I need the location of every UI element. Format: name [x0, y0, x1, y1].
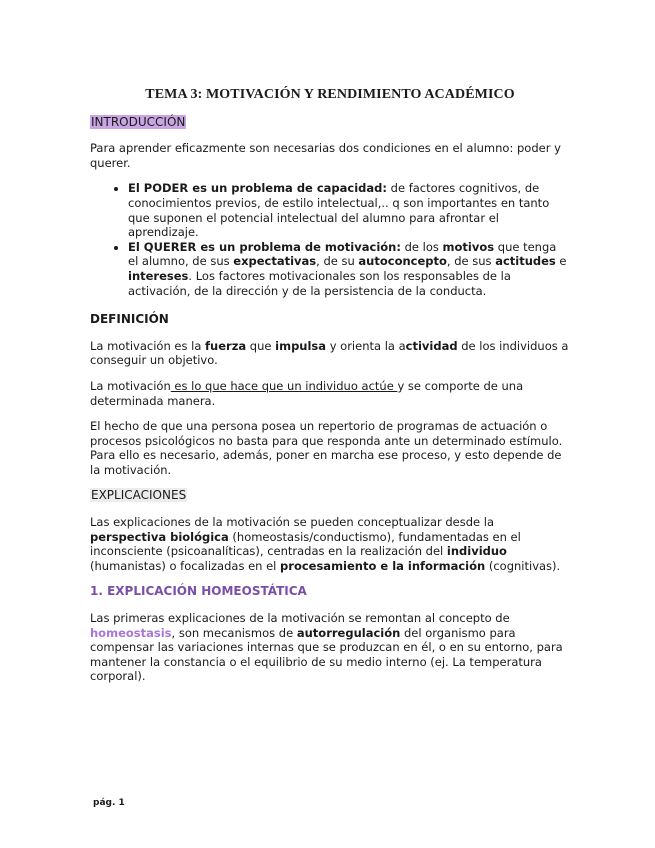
intro-heading-highlight: INTRODUCCIÓN [91, 114, 186, 129]
document-title: TEMA 3: MOTIVACIÓN Y RENDIMIENTO ACADÉMICO [145, 87, 515, 102]
explicaciones-heading-highlight: EXPLICACIONES [91, 488, 187, 503]
document-body [90, 88, 570, 695]
definicion-paragraph-3: El hecho de que una persona posea un repertorio de programas de actuación o procesos psicológicos no basta para que responda ante un determinado estímulo. Para ello es necesario, además, poner en marcha ese proceso, y esto depende de la motivación. [90, 419, 563, 477]
intro-paragraph: Para aprender eficazmente son necesarias dos condiciones en el alumno: poder y querer. [90, 141, 561, 170]
homeostatica-heading: 1. EXPLICACIÓN HOMEOSTÁTICA [90, 584, 307, 599]
section-intro-heading [90, 115, 570, 130]
definicion-heading: DEFINICIÓN [90, 312, 169, 327]
definicion-paragraph-1: La motivación es la fuerza que impulsa y orienta la actividad de los individuos a conseguir un objetivo. [90, 338, 569, 368]
list-item-querer: • El QUERER es un problema de motivación: de los motivos que tenga el alumno, de sus expectativas, de su autoconcepto, de sus actitudes e intereses. Los factores motivacionales son los responsables de la activación, de la dirección y de la persistencia de la conducta. [128, 240, 570, 298]
homeostatica-paragraph: Las primeras explicaciones de la motivación se remontan al concepto de homeostasis, son mecanismos de autorregulación del organismo para compensar las variaciones internas que se produzcan en él, o en su entorno, para mantener la constancia o el equilibrio de su medio interno (ej. La temperatura corporal). [90, 611, 563, 684]
intro-bullet-list [90, 181, 570, 298]
explicaciones-paragraph: Las explicaciones de la motivación se pueden conceptualizar desde la perspectiva biológica (homeostasis/conductismo), fundamentadas en el inconsciente (psicoanalíticas), centradas en la realización del individuo (humanistas) o focalizadas en el procesamiento e la información (cognitivas). [90, 515, 561, 573]
definicion-paragraph-2: La motivación es lo que hace que un individuo actúe y se comporte de una determinada manera. [90, 378, 524, 408]
list-item-poder: • El PODER es un problema de capacidad: de factores cognitivos, de conocimientos previos, de estilo intelectual,.. q son importantes en tanto que suponen el potencial intelectual del alumno para afrontar el aprendizaje. [128, 181, 570, 239]
section-explicaciones-heading [90, 488, 570, 503]
page-number: pág. 1 [93, 798, 125, 808]
